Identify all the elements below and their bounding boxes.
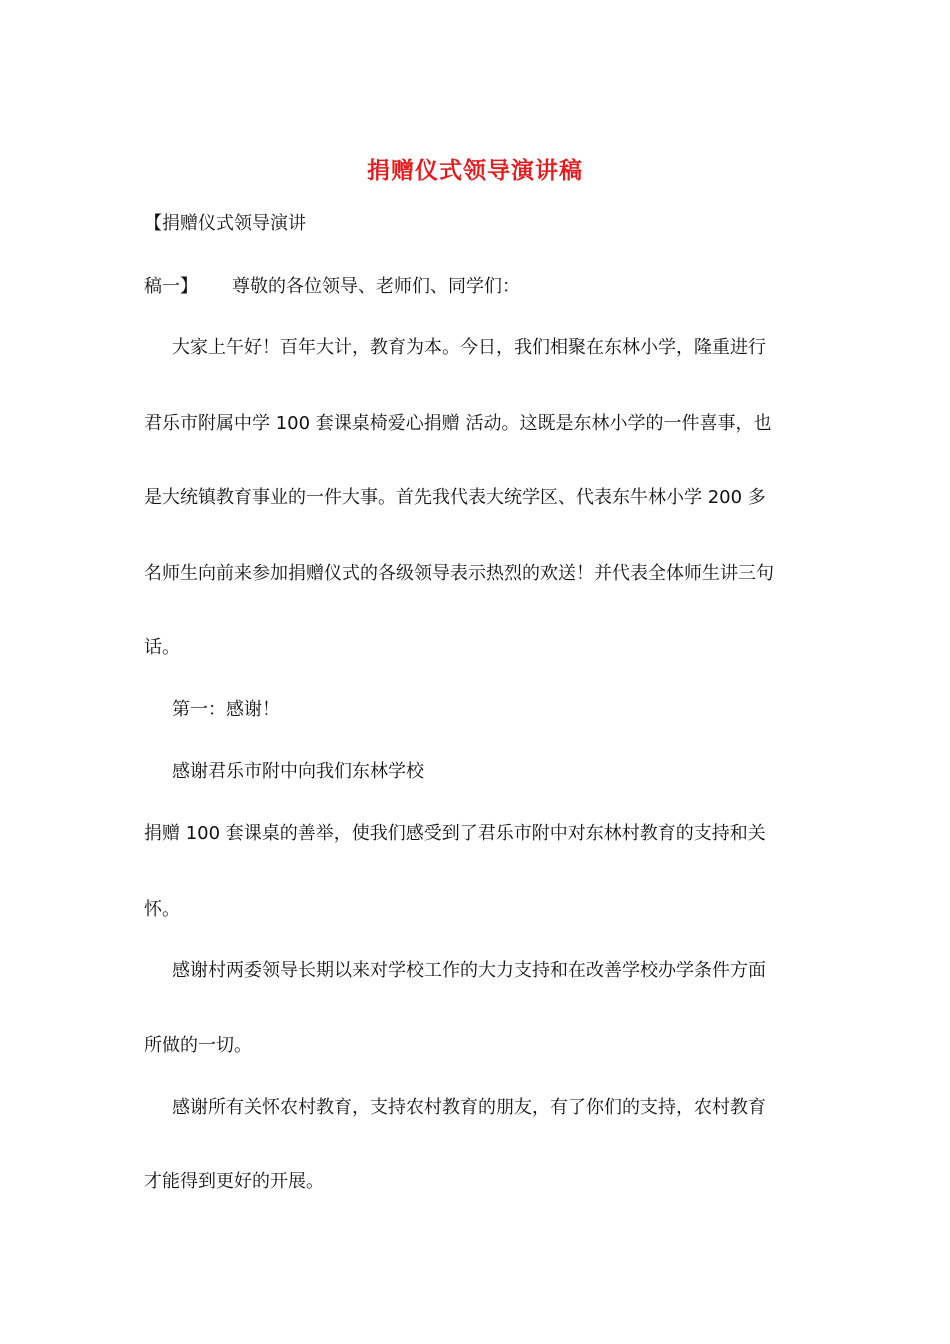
paragraph-line bbox=[144, 275, 520, 299]
heading-fragment: 稿一】 bbox=[144, 276, 198, 297]
paragraph-line: 才能得到更好的开展。 bbox=[144, 1171, 324, 1192]
paragraph-line: 感谢村两委领导长期以来对学校工作的大力支持和在改善学校办学条件方面 bbox=[172, 960, 766, 981]
document-title: 捐赠仪式领导演讲稿 bbox=[367, 158, 583, 184]
paragraph-line: 君乐市附属中学 100 套课桌椅爱心捐赠 活动。这既是东林小学的一件喜事，也 bbox=[144, 413, 772, 434]
paragraph-line: 感谢所有关怀农村教育，支持农村教育的朋友，有了你们的支持，农村教育 bbox=[172, 1097, 766, 1118]
paragraph-line: 【捐赠仪式领导演讲 bbox=[144, 213, 306, 234]
section-heading: 第一：感谢！ bbox=[172, 699, 280, 720]
paragraph-line: 话。 bbox=[144, 637, 180, 658]
paragraph-line: 怀。 bbox=[144, 899, 180, 920]
paragraph-line: 名师生向前来参加捐赠仪式的各级领导表示热烈的欢送！并代表全体师生讲三句 bbox=[144, 563, 774, 584]
salutation: 尊敬的各位领导、老师们、同学们： bbox=[232, 276, 520, 297]
paragraph-line: 感谢君乐市附中向我们东林学校 bbox=[172, 761, 424, 782]
paragraph-line: 捐赠 100 套课桌的善举，使我们感受到了君乐市附中对东林村教育的支持和关 bbox=[144, 823, 766, 844]
paragraph-line: 是大统镇教育事业的一件大事。首先我代表大统学区、代表东牛林小学 200 多 bbox=[144, 487, 766, 508]
paragraph-line: 所做的一切。 bbox=[144, 1035, 252, 1056]
paragraph-line: 大家上午好！百年大计，教育为本。今日，我们相聚在东林小学，隆重进行 bbox=[172, 337, 766, 358]
